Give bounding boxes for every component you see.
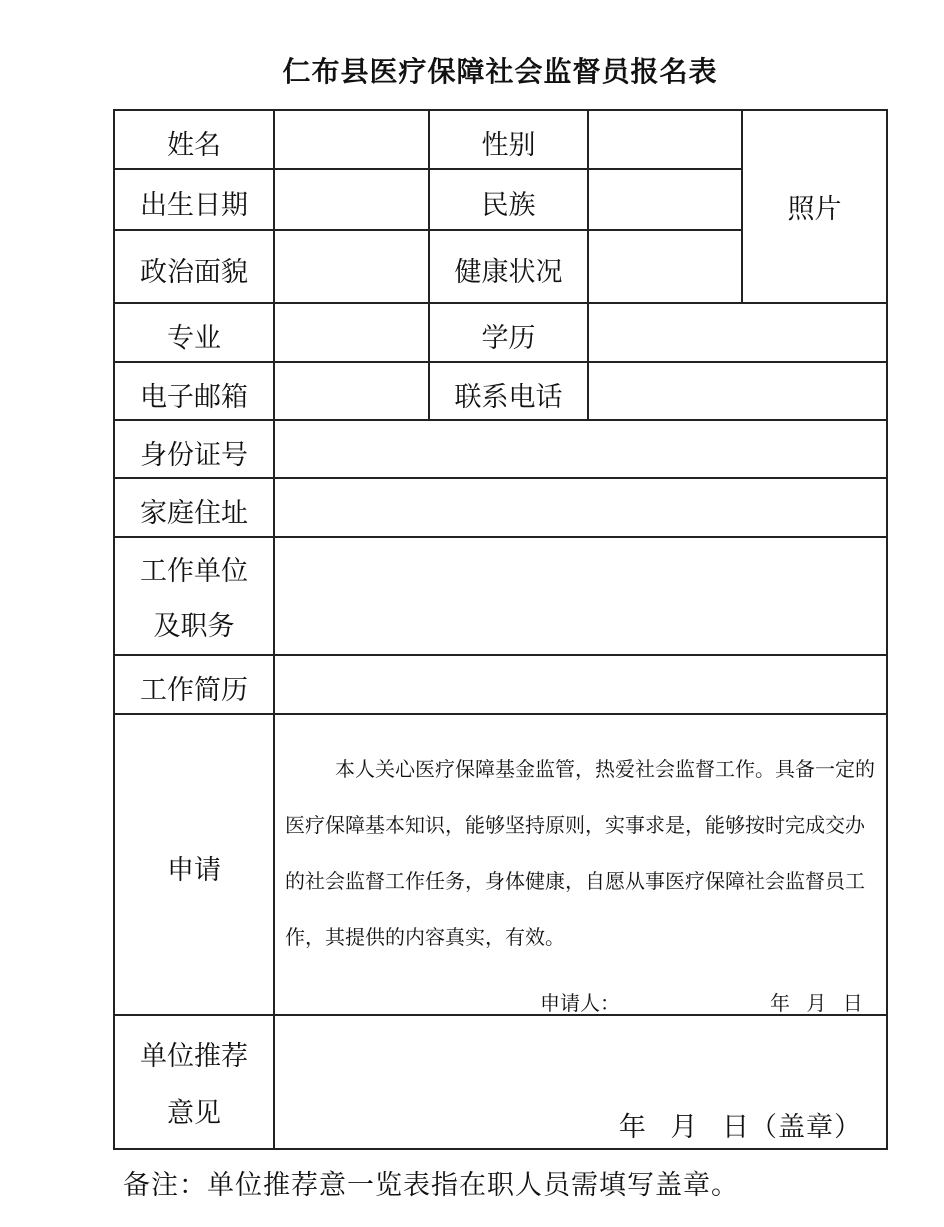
name-field[interactable]	[274, 110, 429, 169]
applicant-signature-label: 申请人：	[540, 991, 620, 1015]
application-cell	[274, 714, 887, 1015]
label-phone: 联系电话	[429, 362, 588, 420]
label-email: 电子邮箱	[114, 362, 274, 420]
id-number-field[interactable]	[274, 420, 887, 478]
label-recommendation	[114, 1015, 274, 1149]
birth-date-field[interactable]	[274, 169, 429, 230]
label-work-unit	[114, 537, 274, 655]
recommendation-cell[interactable]	[274, 1015, 887, 1149]
label-education: 学历	[429, 303, 588, 362]
education-field[interactable]	[588, 303, 887, 362]
label-address: 家庭住址	[114, 478, 274, 537]
label-gender: 性别	[429, 110, 588, 169]
label-name: 姓名	[114, 110, 274, 169]
ethnicity-field[interactable]	[588, 169, 742, 230]
label-political-status: 政治面貌	[114, 230, 274, 303]
gender-field[interactable]	[588, 110, 742, 169]
label-recommendation-line2: 意见	[167, 1098, 221, 1129]
label-work-history: 工作简历	[114, 655, 274, 714]
label-major: 专业	[114, 303, 274, 362]
photo-box[interactable]	[742, 110, 887, 303]
label-id-number: 身份证号	[114, 420, 274, 478]
label-recommendation-line1: 单位推荐	[140, 1041, 248, 1072]
form-title: 仁布县医疗保障社会监督员报名表	[282, 55, 718, 88]
email-field[interactable]	[274, 362, 429, 420]
label-work-unit-line2: 及职务	[153, 611, 235, 642]
registration-form-table	[113, 109, 888, 1150]
work-history-field[interactable]	[274, 655, 887, 714]
label-application: 申请	[114, 714, 274, 1015]
footnote: 备注：单位推荐意一览表指在职人员需填写盖章。	[123, 1170, 739, 1201]
major-field[interactable]	[274, 303, 429, 362]
address-field[interactable]	[274, 478, 887, 537]
photo-label: 照片	[787, 194, 842, 225]
label-work-unit-line1: 工作单位	[140, 556, 248, 587]
work-unit-field[interactable]	[274, 537, 887, 655]
application-statement: 本人关心医疗保障基金监管，热爱社会监督工作。具备一定的医疗保障基本知识，能够坚持原则，实事求是，能够按时完成交办的社会监督工作任务，身体健康，自愿从事医疗保障社会监督员工作，其提供的内容真实，有效。	[285, 757, 875, 949]
phone-field[interactable]	[588, 362, 887, 420]
label-birth-date: 出生日期	[114, 169, 274, 230]
recommendation-date-stamp: 年 月 日（盖章）	[618, 1112, 862, 1143]
political-status-field[interactable]	[274, 230, 429, 303]
label-health-status: 健康状况	[429, 230, 588, 303]
application-date: 年 月 日	[770, 991, 865, 1015]
label-ethnicity: 民族	[429, 169, 588, 230]
health-status-field[interactable]	[588, 230, 742, 303]
